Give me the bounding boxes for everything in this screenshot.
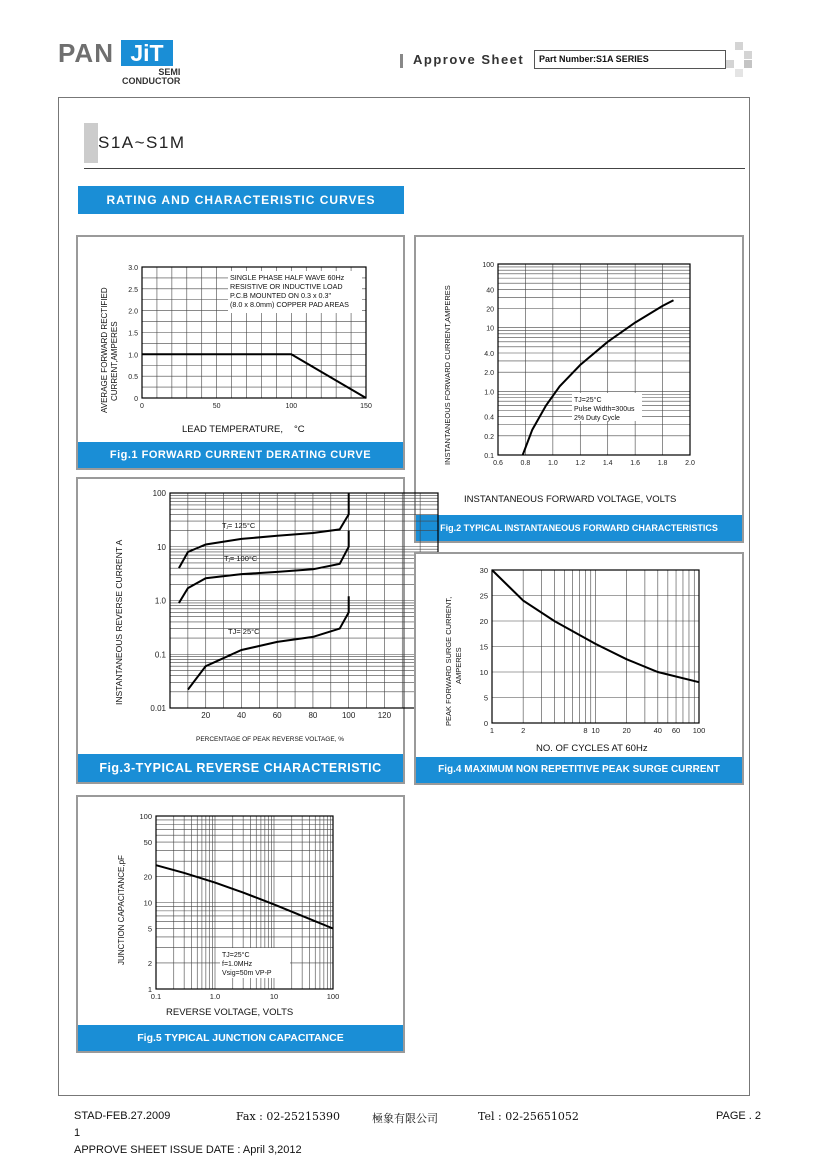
y-tick-label: 2.5 bbox=[128, 286, 138, 294]
fig1-note-3: P.C.B MOUNTED ON 0.3 x 0.3" bbox=[230, 291, 332, 300]
fig5-caption: Fig.5 TYPICAL JUNCTION CAPACITANCE bbox=[78, 1025, 403, 1051]
y-tick-label: 0.5 bbox=[128, 374, 138, 382]
section-banner: RATING AND CHARACTERISTIC CURVES bbox=[78, 186, 404, 214]
fig4-panel bbox=[414, 552, 744, 785]
y-tick-label: 40 bbox=[486, 287, 494, 295]
fig1-panel bbox=[76, 235, 405, 470]
y-tick-label: 4.0 bbox=[484, 351, 494, 359]
fig4-caption: Fig.4 MAXIMUM NON REPETITIVE PEAK SURGE CURRENT bbox=[416, 757, 742, 783]
fig4-ylabel-2: AMPERES bbox=[454, 647, 463, 684]
y-tick-label: 100 bbox=[482, 262, 494, 269]
fig5-xlabel: REVERSE VOLTAGE, VOLTS bbox=[166, 1007, 294, 1018]
y-tick-label: 100 bbox=[152, 489, 166, 498]
x-tick-label: 0.1 bbox=[150, 992, 162, 1001]
x-tick-label: 8 bbox=[583, 726, 588, 735]
x-tick-label: 100 bbox=[326, 992, 340, 1001]
x-tick-label: 1.6 bbox=[630, 460, 641, 467]
footer-issue-date: APPROVE SHEET ISSUE DATE : April 3,2012 bbox=[74, 1144, 302, 1156]
y-tick-label: 0 bbox=[483, 719, 488, 728]
approve-bar bbox=[400, 54, 403, 68]
fig3-panel bbox=[76, 477, 405, 784]
fig5-ylabel: JUNCTION CAPACITANCE,pF bbox=[117, 855, 126, 965]
x-tick-label: 100 bbox=[341, 711, 356, 720]
fig3-xlabel: PERCENTAGE OF PEAK REVERSE VOLTAGE, % bbox=[196, 736, 345, 743]
fig2-note-3: 2% Duty Cycle bbox=[574, 415, 620, 422]
fig3-label-100: Tⱼ= 100°C bbox=[224, 554, 258, 563]
y-tick-label: 0 bbox=[134, 396, 138, 403]
y-tick-label: 15 bbox=[479, 642, 488, 652]
x-tick-label: 60 bbox=[272, 711, 282, 720]
y-tick-label: 10 bbox=[479, 668, 488, 677]
y-tick-label: 2.0 bbox=[128, 308, 138, 316]
x-tick-label: 0.8 bbox=[520, 460, 531, 467]
fig2-note-2: Pulse Width=300us bbox=[574, 406, 635, 413]
fig5-curve bbox=[156, 865, 333, 928]
fig2-xlabel: INSTANTANEOUS FORWARD VOLTAGE, VOLTS bbox=[464, 494, 677, 505]
x-tick-label: 20 bbox=[622, 726, 631, 735]
fig5-panel bbox=[76, 795, 405, 1053]
fig1-xlabel: LEAD TEMPERATURE, bbox=[182, 424, 284, 435]
fig2-ylabel: INSTANTANEOUS FORWARD CURRENT,AMPERES bbox=[443, 285, 452, 465]
logo-jit: JiT bbox=[121, 40, 173, 66]
logo-semiconductor bbox=[122, 67, 181, 86]
fig1-svg bbox=[78, 237, 403, 468]
y-tick-label: 0.2 bbox=[484, 433, 494, 441]
fig2-caption: Fig.2 TYPICAL INSTANTANEOUS FORWARD CHARACTERISTICS bbox=[416, 515, 742, 541]
y-tick-label: 1.0 bbox=[154, 596, 166, 606]
footer-company: 極象有限公司 bbox=[372, 1112, 438, 1125]
footer-line-num: 1 bbox=[74, 1127, 81, 1139]
fig5-note-2: f=1.0MHz bbox=[222, 961, 253, 968]
y-tick-label: 10 bbox=[157, 542, 166, 552]
fig1-xlabel-unit: °C bbox=[294, 424, 305, 435]
y-tick-label: 50 bbox=[143, 838, 152, 848]
x-tick-label: 120 bbox=[377, 711, 392, 720]
fig1-ylabel-2: CURRENT,AMPERES bbox=[110, 321, 119, 401]
fig3-caption: Fig.3-TYPICAL REVERSE CHARACTERISTIC bbox=[78, 754, 403, 782]
footer-fax: Fax : 02-25215390 bbox=[236, 1110, 341, 1123]
logo-conductor-text: CONDUCTOR bbox=[122, 76, 181, 86]
part-number-box: Part Number:S1A SERIES bbox=[534, 50, 726, 69]
y-tick-label: 20 bbox=[486, 306, 494, 314]
fig3-curves bbox=[179, 493, 349, 690]
y-tick-label: 20 bbox=[143, 872, 152, 882]
x-tick-label: 10 bbox=[269, 992, 279, 1001]
logo-semi-text: SEMI bbox=[158, 67, 181, 77]
fig1-note-4: (8.0 x 8.0mm) COPPER PAD AREAS bbox=[230, 300, 349, 309]
fig3-series-1 bbox=[179, 531, 349, 603]
fig4-xlabel: NO. OF CYCLES AT 60Hz bbox=[536, 743, 648, 754]
footer-page: PAGE . 2 bbox=[716, 1110, 762, 1122]
x-tick-label: 0 bbox=[140, 403, 144, 410]
x-tick-label: 150 bbox=[360, 403, 372, 410]
y-tick-label: 1.5 bbox=[128, 330, 138, 338]
fig3-ylabel: INSTANTANEOUS REVERSE CURRENT A bbox=[114, 539, 124, 705]
y-tick-label: 30 bbox=[479, 566, 488, 575]
x-tick-label: 1.8 bbox=[657, 460, 668, 467]
x-tick-label: 20 bbox=[201, 711, 211, 720]
fig5-svg bbox=[78, 797, 403, 1051]
y-tick-label: 1 bbox=[147, 985, 152, 994]
y-tick-label: 0.01 bbox=[150, 704, 166, 713]
x-tick-label: 1.0 bbox=[547, 460, 558, 467]
approve-sheet-label: Approve Sheet bbox=[413, 52, 525, 67]
fig5-note-1: TJ=25°C bbox=[222, 952, 250, 959]
x-tick-label: 2.0 bbox=[685, 460, 695, 467]
x-tick-label: 1.0 bbox=[209, 992, 221, 1001]
x-tick-label: 1.4 bbox=[602, 460, 613, 467]
fig1-caption: Fig.1 FORWARD CURRENT DERATING CURVE bbox=[78, 442, 403, 468]
y-tick-label: 0.4 bbox=[484, 414, 494, 422]
title-shade bbox=[84, 123, 98, 163]
title-rule bbox=[84, 168, 745, 169]
fig2-svg bbox=[416, 237, 742, 541]
decorative-squares bbox=[726, 42, 760, 76]
y-tick-label: 5 bbox=[483, 693, 488, 703]
y-tick-label: 3.0 bbox=[128, 265, 138, 272]
logo-pan: PAN bbox=[58, 38, 114, 68]
fig2-note-1: TJ=25°C bbox=[574, 397, 602, 404]
fig4-ylabel-1: PEAK FORWARD SURGE CURRENT, bbox=[444, 596, 453, 726]
fig2-curve bbox=[523, 300, 674, 455]
fig1-note-1: SINGLE PHASE HALF WAVE 60Hz bbox=[230, 273, 345, 282]
fig3-svg bbox=[78, 479, 403, 782]
x-tick-label: 1.2 bbox=[575, 460, 586, 467]
fig4-svg bbox=[416, 554, 742, 783]
x-tick-label: 0.6 bbox=[493, 460, 503, 467]
fig3-label-125: Tⱼ= 125°C bbox=[222, 521, 256, 530]
y-tick-label: 1.0 bbox=[484, 389, 494, 397]
x-tick-label: 100 bbox=[285, 403, 298, 410]
footer-doc-code: STAD-FEB.27.2009 bbox=[74, 1110, 171, 1122]
x-tick-label: 50 bbox=[212, 403, 221, 410]
footer-tel: Tel : 02-25651052 bbox=[478, 1110, 579, 1123]
x-tick-label: 1 bbox=[489, 726, 495, 735]
y-tick-label: 5 bbox=[147, 924, 152, 934]
x-tick-label: 40 bbox=[237, 711, 246, 720]
y-tick-label: 10 bbox=[486, 325, 494, 333]
x-tick-label: 40 bbox=[653, 726, 662, 735]
y-tick-label: 2.0 bbox=[484, 370, 494, 378]
y-tick-label: 1.0 bbox=[128, 352, 138, 360]
fig5-note-3: Vsig=50m VP-P bbox=[222, 970, 272, 977]
fig3-label-25: TJ= 25°C bbox=[228, 627, 260, 636]
y-tick-label: 20 bbox=[479, 617, 488, 626]
fig1-ylabel-1: AVERAGE FORWARD RECTIFIED bbox=[100, 287, 109, 413]
x-tick-label: 100 bbox=[692, 726, 706, 735]
page-title: S1A~S1M bbox=[98, 133, 186, 152]
x-tick-label: 60 bbox=[671, 726, 681, 735]
fig2-panel bbox=[414, 235, 744, 543]
y-tick-label: 25 bbox=[479, 591, 488, 601]
x-tick-label: 10 bbox=[591, 726, 600, 735]
y-tick-label: 10 bbox=[143, 898, 152, 908]
y-tick-label: 0.1 bbox=[484, 453, 494, 460]
fig1-note-2: RESISTIVE OR INDUCTIVE LOAD bbox=[230, 282, 343, 291]
x-tick-label: 80 bbox=[308, 711, 318, 720]
y-tick-label: 100 bbox=[139, 812, 152, 821]
y-tick-label: 0.1 bbox=[154, 650, 166, 660]
y-tick-label: 2 bbox=[147, 958, 152, 968]
x-tick-label: 2 bbox=[521, 726, 526, 735]
